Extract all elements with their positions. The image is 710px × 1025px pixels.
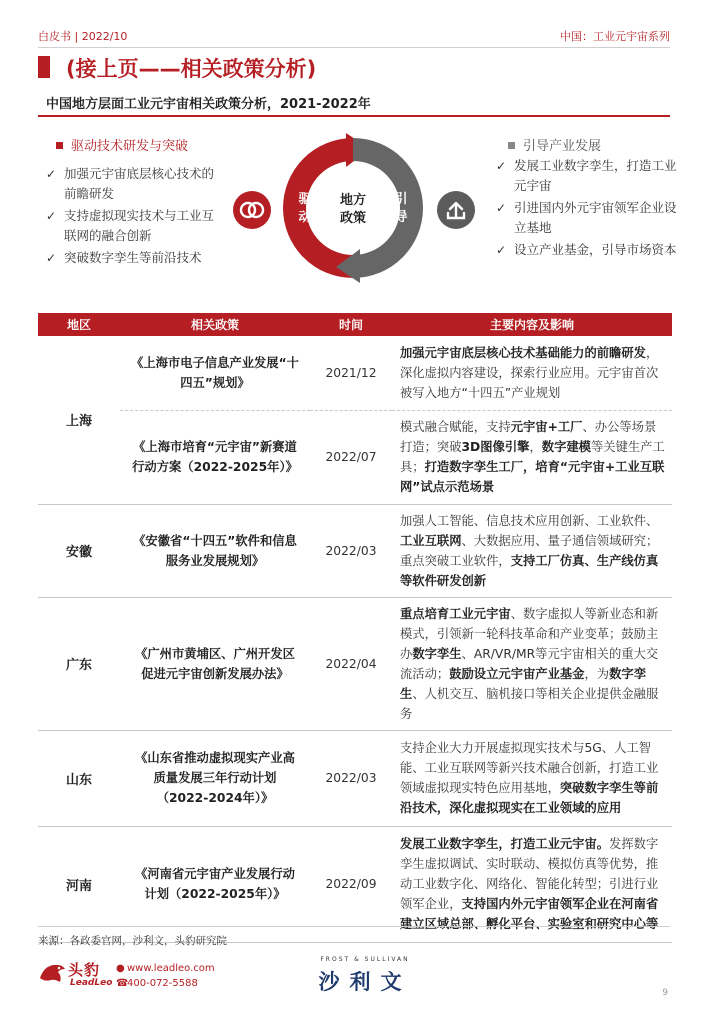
time-cell: 2022/03: [310, 504, 392, 597]
policy-cell: 《广州市黄埔区、广州开发区促进元宇宙创新发展办法》: [120, 597, 310, 730]
page-title: (接上页——相关政策分析): [66, 57, 317, 81]
left-panel-title: [56, 135, 188, 154]
list-item: ✓ 发展工业数字孪生，打造工业元宇宙: [496, 156, 681, 196]
policy-cell: 《山东省推动虚拟现实产业高质量发展三年行动计划（2022-2024年）》: [120, 730, 310, 826]
content-cell: 加强人工智能、信息技术应用创新、工业软件、工业互联网、大数据应用、量子通信领域研究；重点突破工业软件，支持工厂仿真、生产线仿真等软件研发创新: [392, 504, 672, 597]
phone-icon: ☎: [116, 978, 129, 989]
page-number: 9: [662, 988, 668, 998]
cycle-center-line1: 地方: [339, 192, 367, 207]
page-header: [38, 28, 670, 44]
right-panel-title-text: 引导产业发展: [523, 139, 602, 154]
region-cell: 河南: [38, 826, 120, 942]
frost-sullivan-cn: 沙利文: [318, 970, 412, 994]
header-left-text: 白皮书 | 2022/10: [38, 30, 128, 43]
square-bullet-icon: [56, 142, 63, 149]
table-header-row: [38, 313, 672, 336]
policy-table: [38, 313, 672, 943]
phone-number: 400-072-5588: [127, 978, 198, 989]
header-content: 主要内容及影响: [392, 313, 672, 336]
frost-sullivan-en: FROST & SULLIVAN: [320, 956, 410, 963]
leadleo-en: LeadLeo: [70, 978, 113, 988]
list-item: ✓ 设立产业基金，引导市场资本: [496, 240, 681, 260]
cycle-center-line2: 政策: [339, 210, 367, 225]
website-link[interactable]: www.leadleo.com: [127, 963, 215, 974]
square-bullet-icon: [508, 142, 515, 149]
title-marker: [38, 56, 50, 78]
table-row: [38, 336, 672, 410]
table-row: [38, 410, 672, 504]
left-panel-title-text: 驱动技术研发与突破: [71, 139, 189, 154]
time-cell: 2022/04: [310, 597, 392, 730]
policy-cell: 《上海市培育“元宇宙”新赛道行动方案（2022-2025年）》: [120, 410, 310, 504]
policy-cell: 《安徽省“十四五”软件和信息服务业发展规划》: [120, 504, 310, 597]
time-cell: 2022/03: [310, 730, 392, 826]
time-cell: 2022/09: [310, 826, 392, 942]
section-subtitle: 中国地方层面工业元宇宙相关政策分析，2021-2022年: [38, 93, 670, 117]
upload-arrow-icon: [437, 191, 475, 229]
region-cell: 山东: [38, 730, 120, 826]
region-cell: 上海: [38, 336, 120, 504]
header-time: 时间: [310, 313, 392, 336]
right-panel-title: [508, 135, 601, 154]
list-item: ✓ 加强元宇宙底层核心技术的前瞻研发: [46, 164, 226, 204]
source-note: 来源：各政委官网，沙利文，头豹研究院: [38, 935, 227, 947]
table-row: [38, 504, 672, 597]
time-cell: 2022/07: [310, 410, 392, 504]
content-cell: 发展工业数字孪生，打造工业元宇宙。发挥数字孪生虚拟调试、实时联动、模拟仿真等优势，推动工业数字化、网络化、智能化转型；引进行业领军企业，支持国内外元宇宙领军企业在河南省建立区域总部、孵化平台、实验室和研究中心等: [392, 826, 672, 942]
list-item: ✓ 引进国内外元宇宙领军企业设立基地: [496, 198, 681, 238]
leadleo-contact: [116, 961, 215, 991]
header-divider: [38, 47, 670, 48]
policy-cycle-diagram: [278, 133, 428, 283]
cycle-right-label-bottom: 导: [394, 209, 408, 224]
content-cell: 加强元宇宙底层核心技术基础能力的前瞻研发，深化虚拟内容建设，探索行业应用。元宇宙首次被写入地方“十四五”产业规划: [392, 336, 672, 410]
time-cell: 2021/12: [310, 336, 392, 410]
cycle-left-label-bottom: 动: [298, 209, 312, 224]
footer-divider: [38, 926, 670, 927]
left-panel-list: [46, 164, 226, 270]
leadleo-cn: 头豹: [68, 961, 101, 979]
region-cell: 广东: [38, 597, 120, 730]
header-region: 地区: [38, 313, 120, 336]
table-row: [38, 826, 672, 942]
table-row: [38, 597, 672, 730]
leopard-icon: [38, 960, 66, 986]
list-item: ✓ 支持虚拟现实技术与工业互联网的融合创新: [46, 206, 226, 246]
header-right-text: 中国：工业元宇宙系列: [560, 30, 670, 43]
cycle-right-label-top: 引: [394, 191, 408, 206]
leadleo-logo: [38, 958, 128, 990]
content-cell: 支持企业大力开展虚拟现实技术与5G、人工智能、工业互联网等新兴技术融合创新，打造工业领域虚拟现实特色应用基地，突破数字孪生等前沿技术，深化虚拟现实在工业领域的应用: [392, 730, 672, 826]
right-panel-list: [496, 156, 681, 262]
content-cell: 模式融合赋能，支持元宇宙+工厂、办公等场景打造；突破3D图像引擎，数字建模等关键生产工具；打造数字孪生工厂，培育“元宇宙+工业互联网”试点示范场景: [392, 410, 672, 504]
globe-icon: ●: [116, 963, 125, 974]
cycle-left-label-top: 驱: [298, 191, 312, 206]
policy-cell: 《河南省元宇宙产业发展行动计划（2022-2025年）》: [120, 826, 310, 942]
content-cell: 重点培育工业元宇宙、数字虚拟人等新业态和新模式，引领新一轮科技革命和产业变革；鼓励主办数字孪生、AR/VR/MR等元宇宙相关的重大交流活动；鼓励设立元宇宙产业基金，为数字孪生、人机交互、脑机接口等相关企业提供金融服务: [392, 597, 672, 730]
region-cell: 安徽: [38, 504, 120, 597]
header-policy: 相关政策: [120, 313, 310, 336]
table-row: [38, 730, 672, 826]
link-rings-icon: [233, 191, 271, 229]
list-item: ✓ 突破数字孪生等前沿技术: [46, 248, 226, 268]
policy-cell: 《上海市电子信息产业发展“十四五”规划》: [120, 336, 310, 410]
